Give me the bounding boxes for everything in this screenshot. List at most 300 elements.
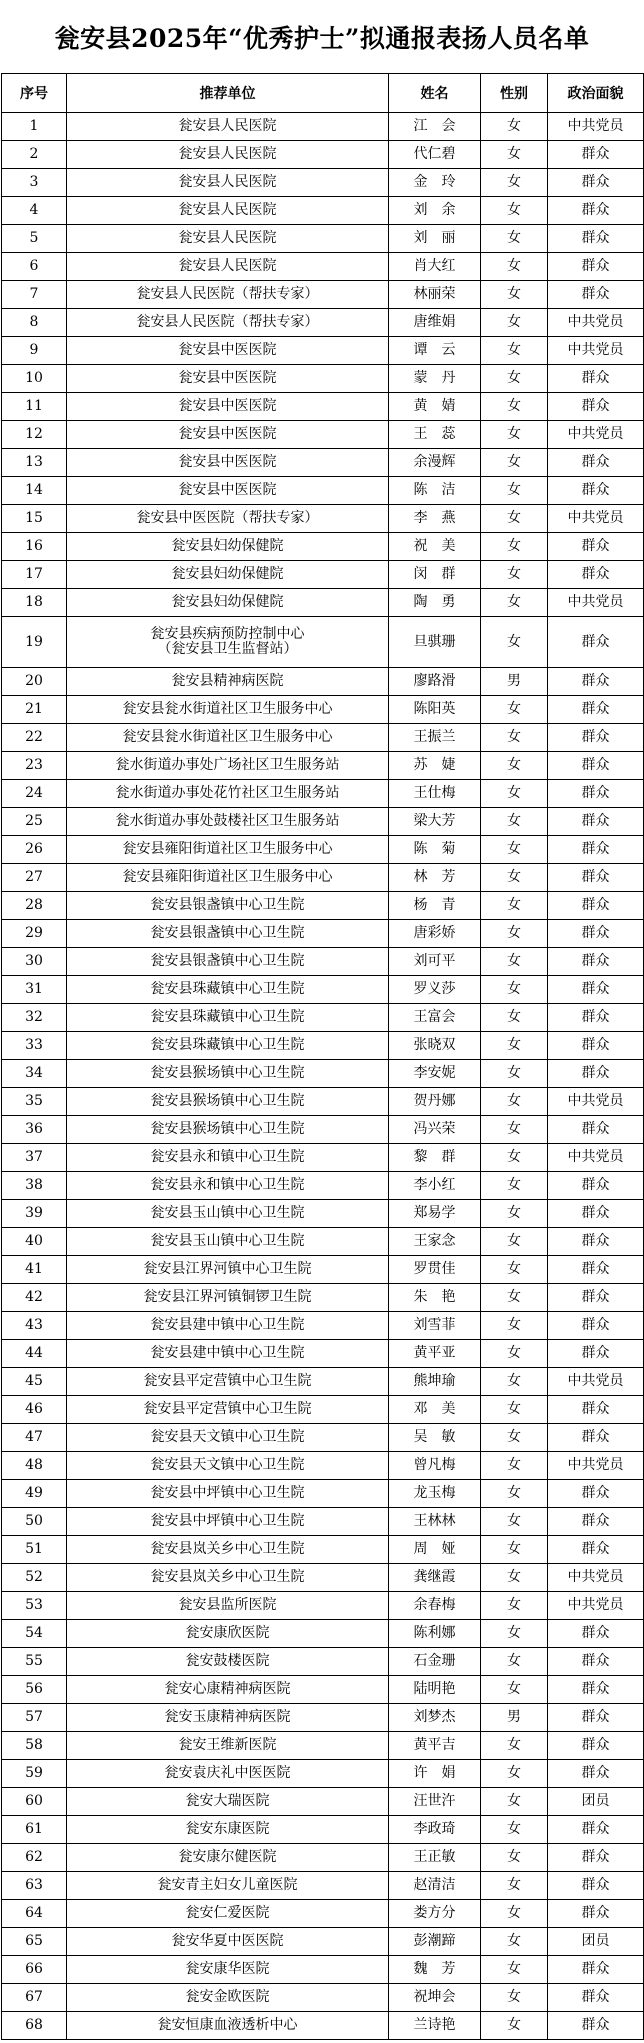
unit-line: 瓮安县中医医院: [178, 342, 277, 358]
cell-unit: [67, 808, 389, 836]
cell-name: 吴 敏: [389, 1424, 481, 1452]
unit-line: 瓮安县中医医院: [178, 426, 277, 442]
unit-line: 瓮安县人民医院: [178, 230, 277, 246]
cell-gender: 女: [481, 1312, 548, 1340]
cell-unit: [67, 169, 389, 197]
cell-name: 许 娟: [389, 1760, 481, 1788]
cell-serial: 6: [2, 253, 67, 281]
cell-gender: 女: [481, 1452, 548, 1480]
cell-unit: [67, 1004, 389, 1032]
unit-line: 瓮安仁爱医院: [185, 1905, 270, 1921]
unit-line: 瓮安县疾病预防控制中心: [150, 626, 305, 642]
cell-unit: [67, 696, 389, 724]
unit-line: 瓮安县珠藏镇中心卫生院: [150, 1037, 305, 1053]
cell-political-status: 群众: [548, 1620, 644, 1648]
cell-serial: 20: [2, 668, 67, 696]
cell-name: 陈利娜: [389, 1620, 481, 1648]
table-row: [2, 1844, 644, 1872]
cell-gender: 女: [481, 309, 548, 337]
cell-serial: 47: [2, 1424, 67, 1452]
cell-unit: [67, 477, 389, 505]
table-row: [2, 365, 644, 393]
cell-unit: [67, 281, 389, 309]
cell-serial: 58: [2, 1732, 67, 1760]
cell-gender: 女: [481, 976, 548, 1004]
cell-name: 唐彩娇: [389, 920, 481, 948]
cell-unit: [67, 1732, 389, 1760]
cell-serial: 15: [2, 505, 67, 533]
cell-name: 娄方分: [389, 1900, 481, 1928]
cell-gender: 男: [481, 1704, 548, 1732]
cell-gender: 女: [481, 892, 548, 920]
cell-serial: 17: [2, 561, 67, 589]
unit-line: 瓮安县雍阳街道社区卫生服务中心: [122, 869, 333, 885]
cell-political-status: 群众: [548, 197, 644, 225]
cell-gender: 女: [481, 1844, 548, 1872]
unit-line: 瓮安县人民医院（帮扶专家）: [136, 286, 319, 302]
table-row: [2, 1088, 644, 1116]
unit-line: 瓮安县人民医院: [178, 174, 277, 190]
cell-unit: [67, 1872, 389, 1900]
cell-serial: 67: [2, 1984, 67, 2012]
cell-name: 赵清洁: [389, 1872, 481, 1900]
unit-line: 瓮安县永和镇中心卫生院: [150, 1177, 305, 1193]
cell-serial: 10: [2, 365, 67, 393]
cell-name: 刘 丽: [389, 225, 481, 253]
cell-serial: 64: [2, 1900, 67, 1928]
cell-unit: [67, 337, 389, 365]
cell-political-status: 团员: [548, 1788, 644, 1816]
cell-political-status: 中共党员: [548, 1368, 644, 1396]
cell-name: 王正敏: [389, 1844, 481, 1872]
table-row: [2, 1424, 644, 1452]
cell-name: 龚继霞: [389, 1564, 481, 1592]
cell-political-status: 群众: [548, 1312, 644, 1340]
cell-name: 黄平吉: [389, 1732, 481, 1760]
cell-name: 龙玉梅: [389, 1480, 481, 1508]
unit-line: 瓮安县监所医院: [178, 1597, 277, 1613]
cell-serial: 14: [2, 477, 67, 505]
cell-gender: 女: [481, 1956, 548, 1984]
unit-line: 瓮安心康精神病医院: [164, 1681, 291, 1697]
table-row: [2, 1312, 644, 1340]
table-row: [2, 920, 644, 948]
unit-line: 瓮安县平定营镇中心卫生院: [143, 1373, 312, 1389]
cell-name: 余漫辉: [389, 449, 481, 477]
cell-unit: [67, 1788, 389, 1816]
cell-political-status: 中共党员: [548, 1088, 644, 1116]
cell-political-status: 群众: [548, 1228, 644, 1256]
cell-political-status: 中共党员: [548, 1564, 644, 1592]
roster-table: [1, 73, 644, 2040]
unit-line: 瓮安县中医医院: [178, 482, 277, 498]
cell-gender: 女: [481, 1088, 548, 1116]
unit-line: 瓮安县猴场镇中心卫生院: [150, 1065, 305, 1081]
cell-political-status: 群众: [548, 1648, 644, 1676]
cell-gender: 女: [481, 1396, 548, 1424]
cell-name: 黄平亚: [389, 1340, 481, 1368]
cell-political-status: 群众: [548, 892, 644, 920]
unit-line: 瓮安县猴场镇中心卫生院: [150, 1093, 305, 1109]
cell-unit: [67, 393, 389, 421]
cell-unit: [67, 1620, 389, 1648]
unit-line: 瓮安县中医医院: [178, 398, 277, 414]
cell-gender: 女: [481, 780, 548, 808]
cell-serial: 41: [2, 1256, 67, 1284]
cell-gender: 男: [481, 668, 548, 696]
table-row: [2, 1340, 644, 1368]
cell-unit: [67, 365, 389, 393]
cell-gender: 女: [481, 113, 548, 141]
cell-name: 陈 菊: [389, 836, 481, 864]
table-row: [2, 1956, 644, 1984]
cell-political-status: 中共党员: [548, 337, 644, 365]
cell-unit: [67, 1984, 389, 2012]
table-row: [2, 561, 644, 589]
unit-line: 瓮安县中医医院（帮扶专家）: [136, 510, 319, 526]
unit-line: （瓮安县卫生监督站）: [157, 641, 298, 657]
cell-gender: 女: [481, 1536, 548, 1564]
cell-unit: [67, 113, 389, 141]
cell-gender: 女: [481, 1480, 548, 1508]
cell-name: 郑易学: [389, 1200, 481, 1228]
unit-line: 瓮安县中坪镇中心卫生院: [150, 1513, 305, 1529]
cell-gender: 女: [481, 1900, 548, 1928]
cell-political-status: 群众: [548, 1816, 644, 1844]
cell-name: 李政琦: [389, 1816, 481, 1844]
unit-line: 瓮安县建中镇中心卫生院: [150, 1317, 305, 1333]
cell-name: 王富会: [389, 1004, 481, 1032]
table-row: [2, 1508, 644, 1536]
cell-gender: 女: [481, 505, 548, 533]
cell-serial: 63: [2, 1872, 67, 1900]
cell-gender: 女: [481, 1788, 548, 1816]
cell-gender: 女: [481, 1620, 548, 1648]
cell-serial: 5: [2, 225, 67, 253]
cell-gender: 女: [481, 1648, 548, 1676]
table-row: [2, 1060, 644, 1088]
unit-line: 瓮安大瑞医院: [185, 1793, 270, 1809]
cell-name: 林丽荣: [389, 281, 481, 309]
cell-gender: 女: [481, 836, 548, 864]
cell-political-status: 群众: [548, 1060, 644, 1088]
cell-unit: [67, 724, 389, 752]
table-row: [2, 253, 644, 281]
cell-serial: 25: [2, 808, 67, 836]
cell-serial: 4: [2, 197, 67, 225]
cell-serial: 29: [2, 920, 67, 948]
cell-political-status: 群众: [548, 1900, 644, 1928]
unit-line: 瓮安县人民医院: [178, 118, 277, 134]
cell-serial: 8: [2, 309, 67, 337]
cell-serial: 52: [2, 1564, 67, 1592]
cell-serial: 65: [2, 1928, 67, 1956]
cell-serial: 62: [2, 1844, 67, 1872]
cell-gender: 女: [481, 421, 548, 449]
table-row: [2, 141, 644, 169]
cell-serial: 34: [2, 1060, 67, 1088]
unit-line: 瓮安县人民医院: [178, 202, 277, 218]
cell-gender: 女: [481, 1928, 548, 1956]
unit-line: 瓮水街道办事处鼓楼社区卫生服务站: [115, 813, 340, 829]
table-row: [2, 1144, 644, 1172]
cell-unit: [67, 1424, 389, 1452]
cell-name: 陆明艳: [389, 1676, 481, 1704]
cell-unit: [67, 1256, 389, 1284]
table-row: [2, 1256, 644, 1284]
cell-unit: [67, 1676, 389, 1704]
cell-gender: 女: [481, 449, 548, 477]
table-row: [2, 617, 644, 668]
unit-line: 瓮安县天文镇中心卫生院: [150, 1429, 305, 1445]
cell-unit: [67, 421, 389, 449]
cell-serial: 1: [2, 113, 67, 141]
table-row: [2, 1368, 644, 1396]
unit-line: 瓮安县妇幼保健院: [171, 566, 284, 582]
unit-line: 瓮安县雍阳街道社区卫生服务中心: [122, 841, 333, 857]
cell-political-status: 群众: [548, 617, 644, 668]
cell-political-status: 群众: [548, 1256, 644, 1284]
cell-gender: 女: [481, 696, 548, 724]
cell-name: 魏 芳: [389, 1956, 481, 1984]
cell-name: 陶 勇: [389, 589, 481, 617]
cell-gender: 女: [481, 1984, 548, 2012]
header-name: 姓名: [389, 74, 481, 113]
unit-line: 瓮安金欧医院: [185, 1989, 270, 2005]
cell-gender: 女: [481, 561, 548, 589]
cell-unit: [67, 864, 389, 892]
cell-gender: 女: [481, 1284, 548, 1312]
cell-gender: 女: [481, 1116, 548, 1144]
cell-name: 石金珊: [389, 1648, 481, 1676]
table-row: [2, 1172, 644, 1200]
document-title: 瓮安县2025年“优秀护士”拟通报表扬人员名单: [54, 23, 590, 53]
cell-name: 廖路滑: [389, 668, 481, 696]
cell-political-status: 群众: [548, 1200, 644, 1228]
cell-unit: [67, 1144, 389, 1172]
table-row: [2, 1900, 644, 1928]
cell-political-status: 群众: [548, 1284, 644, 1312]
cell-political-status: 群众: [548, 365, 644, 393]
cell-serial: 61: [2, 1816, 67, 1844]
cell-political-status: 群众: [548, 169, 644, 197]
cell-gender: 女: [481, 948, 548, 976]
unit-line: 瓮安县玉山镇中心卫生院: [150, 1205, 305, 1221]
table-row: [2, 477, 644, 505]
cell-name: 王林林: [389, 1508, 481, 1536]
cell-name: 刘雪菲: [389, 1312, 481, 1340]
table-row: [2, 724, 644, 752]
cell-gender: 女: [481, 169, 548, 197]
table-row: [2, 864, 644, 892]
cell-name: 黄 婧: [389, 393, 481, 421]
cell-unit: [67, 617, 389, 668]
cell-serial: 13: [2, 449, 67, 477]
cell-unit: [67, 1956, 389, 1984]
unit-line: 瓮水街道办事处花竹社区卫生服务站: [115, 785, 340, 801]
cell-unit: [67, 976, 389, 1004]
cell-gender: 女: [481, 808, 548, 836]
cell-unit: [67, 1088, 389, 1116]
cell-serial: 59: [2, 1760, 67, 1788]
cell-name: 李小红: [389, 1172, 481, 1200]
table-row: [2, 197, 644, 225]
cell-serial: 35: [2, 1088, 67, 1116]
cell-political-status: 群众: [548, 1676, 644, 1704]
header-serial: 序号: [2, 74, 67, 113]
cell-gender: 女: [481, 864, 548, 892]
cell-serial: 19: [2, 617, 67, 668]
cell-unit: [67, 1452, 389, 1480]
cell-unit: [67, 1648, 389, 1676]
cell-name: 汪世汻: [389, 1788, 481, 1816]
cell-name: 邓 美: [389, 1396, 481, 1424]
cell-political-status: 中共党员: [548, 113, 644, 141]
cell-gender: 女: [481, 253, 548, 281]
cell-name: 黎 群: [389, 1144, 481, 1172]
cell-unit: [67, 1284, 389, 1312]
cell-serial: 32: [2, 1004, 67, 1032]
cell-unit: [67, 920, 389, 948]
cell-political-status: 群众: [548, 976, 644, 1004]
unit-line: 瓮安县人民医院: [178, 146, 277, 162]
cell-unit: [67, 668, 389, 696]
cell-gender: 女: [481, 1256, 548, 1284]
cell-unit: [67, 1060, 389, 1088]
cell-name: 罗义莎: [389, 976, 481, 1004]
cell-name: 王 蕊: [389, 421, 481, 449]
cell-name: 刘梦杰: [389, 1704, 481, 1732]
header-political-status: 政治面貌: [548, 74, 644, 113]
cell-political-status: 群众: [548, 449, 644, 477]
table-row: [2, 752, 644, 780]
cell-name: 旦骐珊: [389, 617, 481, 668]
cell-unit: [67, 505, 389, 533]
cell-unit: [67, 1900, 389, 1928]
cell-name: 王振兰: [389, 724, 481, 752]
table-row: [2, 337, 644, 365]
unit-line: 瓮安恒康血液透析中心: [157, 2017, 298, 2033]
cell-gender: 女: [481, 1060, 548, 1088]
cell-unit: [67, 892, 389, 920]
cell-serial: 23: [2, 752, 67, 780]
unit-line: 瓮安县人民医院（帮扶专家）: [136, 314, 319, 330]
table-row: [2, 668, 644, 696]
cell-gender: 女: [481, 225, 548, 253]
cell-unit: [67, 1760, 389, 1788]
cell-political-status: 群众: [548, 1844, 644, 1872]
cell-serial: 11: [2, 393, 67, 421]
table-row: [2, 1676, 644, 1704]
cell-serial: 30: [2, 948, 67, 976]
cell-serial: 22: [2, 724, 67, 752]
cell-serial: 55: [2, 1648, 67, 1676]
cell-serial: 37: [2, 1144, 67, 1172]
cell-name: 王家念: [389, 1228, 481, 1256]
cell-political-status: 群众: [548, 668, 644, 696]
cell-political-status: 群众: [548, 1396, 644, 1424]
cell-serial: 49: [2, 1480, 67, 1508]
cell-name: 谭 云: [389, 337, 481, 365]
table-row: [2, 1872, 644, 1900]
cell-gender: 女: [481, 141, 548, 169]
cell-name: 张晓双: [389, 1032, 481, 1060]
unit-line: 瓮安康欣医院: [185, 1625, 270, 1641]
cell-name: 闵 群: [389, 561, 481, 589]
cell-serial: 48: [2, 1452, 67, 1480]
cell-unit: [67, 561, 389, 589]
cell-political-status: 群众: [548, 393, 644, 421]
table-row: [2, 976, 644, 1004]
cell-name: 曾凡梅: [389, 1452, 481, 1480]
table-row: [2, 1004, 644, 1032]
cell-political-status: 群众: [548, 864, 644, 892]
table-row: [2, 1704, 644, 1732]
cell-serial: 66: [2, 1956, 67, 1984]
cell-political-status: 群众: [548, 2012, 644, 2040]
table-row: [2, 1760, 644, 1788]
cell-serial: 57: [2, 1704, 67, 1732]
cell-political-status: 群众: [548, 1480, 644, 1508]
table-row: [2, 696, 644, 724]
cell-gender: 女: [481, 1816, 548, 1844]
cell-political-status: 中共党员: [548, 589, 644, 617]
cell-unit: [67, 449, 389, 477]
cell-gender: 女: [481, 1592, 548, 1620]
cell-name: 祝坤会: [389, 1984, 481, 2012]
cell-serial: 39: [2, 1200, 67, 1228]
cell-unit: [67, 197, 389, 225]
cell-serial: 36: [2, 1116, 67, 1144]
unit-line: 瓮安康尔健医院: [178, 1849, 277, 1865]
cell-gender: 女: [481, 1760, 548, 1788]
cell-political-status: 群众: [548, 1340, 644, 1368]
cell-unit: [67, 1592, 389, 1620]
table-body: [2, 113, 644, 2040]
cell-political-status: 群众: [548, 1956, 644, 1984]
cell-political-status: 群众: [548, 141, 644, 169]
cell-gender: 女: [481, 533, 548, 561]
cell-gender: 女: [481, 1368, 548, 1396]
unit-line: 瓮安县珠藏镇中心卫生院: [150, 1009, 305, 1025]
cell-unit: [67, 1032, 389, 1060]
unit-line: 瓮安县精神病医院: [171, 673, 284, 689]
cell-unit: [67, 1368, 389, 1396]
cell-gender: 女: [481, 2012, 548, 2040]
table-row: [2, 1564, 644, 1592]
cell-political-status: 群众: [548, 808, 644, 836]
cell-gender: 女: [481, 197, 548, 225]
cell-gender: 女: [481, 1144, 548, 1172]
cell-serial: 26: [2, 836, 67, 864]
table-row: [2, 533, 644, 561]
cell-unit: [67, 1536, 389, 1564]
unit-line: 瓮安青主妇女儿童医院: [157, 1877, 298, 1893]
cell-unit: [67, 533, 389, 561]
cell-gender: 女: [481, 1340, 548, 1368]
unit-line: 瓮安县玉山镇中心卫生院: [150, 1233, 305, 1249]
cell-name: 苏 婕: [389, 752, 481, 780]
unit-line: 瓮安王维新医院: [178, 1737, 277, 1753]
cell-name: 江 会: [389, 113, 481, 141]
cell-serial: 2: [2, 141, 67, 169]
unit-line: 瓮安康华医院: [185, 1961, 270, 1977]
cell-political-status: 群众: [548, 533, 644, 561]
cell-name: 兰诗艳: [389, 2012, 481, 2040]
cell-political-status: 群众: [548, 253, 644, 281]
unit-line: 瓮安县珠藏镇中心卫生院: [150, 981, 305, 997]
unit-line: 瓮安县建中镇中心卫生院: [150, 1345, 305, 1361]
